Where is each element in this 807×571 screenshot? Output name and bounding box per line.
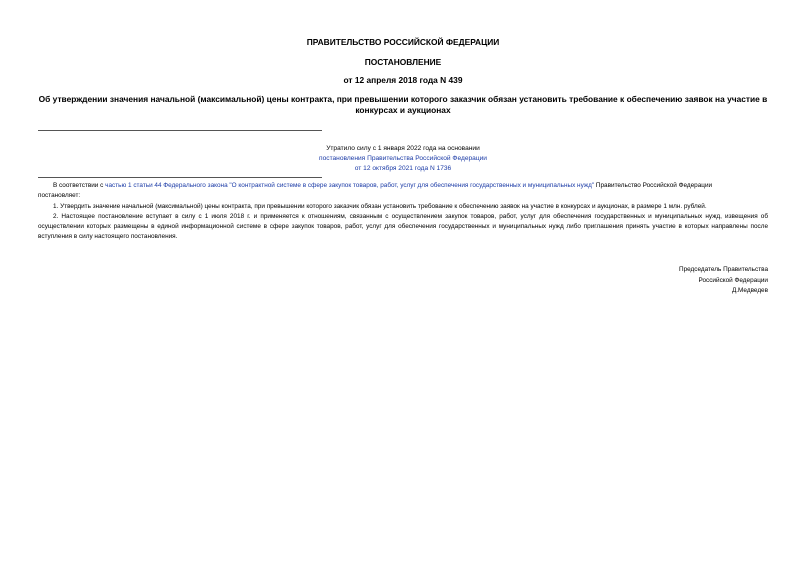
preamble-suffix: Правительство Российской Федерации bbox=[594, 182, 713, 189]
preamble-prefix: В соответствии с bbox=[53, 182, 106, 189]
paragraph-item-1: 1. Утвердить значение начальной (максимальной) цены контракта, при превышении которого заказчик обязан установить требование к обеспечению заявок на участие в конкурсах и аукционах, в размере 1 млн. рублей. bbox=[53, 202, 707, 210]
signatory-position: Председатель Правительства bbox=[679, 266, 768, 273]
paragraph-resolves: постановляет: bbox=[38, 192, 81, 200]
government-heading: ПРАВИТЕЛЬСТВО РОССИЙСКОЙ ФЕДЕРАЦИИ bbox=[306, 37, 500, 47]
signature-block bbox=[468, 265, 768, 297]
signatory-body: Российской Федерации bbox=[698, 276, 768, 284]
document-body bbox=[38, 181, 768, 243]
paragraph-preamble bbox=[38, 181, 768, 191]
separator-line-top bbox=[38, 130, 322, 131]
repeal-decree-link[interactable]: постановления Правительства Российской Федерации bbox=[319, 155, 487, 162]
document-title: Об утверждении значения начальной (максимальной) цены контракта, при превышении которого заказчик обязан установить требование к обеспечению заявок на участие в конкурсах и аукционах bbox=[38, 94, 768, 115]
document-date-number: от 12 апреля 2018 года N 439 bbox=[343, 75, 463, 85]
validity-status-note bbox=[38, 144, 768, 174]
separator-line-bottom bbox=[38, 177, 322, 178]
federal-law-link[interactable]: частью 1 статьи 44 Федерального закона "О контрактной системе в сфере закупок товаров, работ, услуг для обеспечения государственных и муниципальных нужд" bbox=[105, 182, 595, 189]
paragraph-item-2: 2. Настоящее постановление вступает в силу с 1 июля 2018 г. и применяется к отношениям, связанным с осуществлением закупок товаров, работ, услуг для обеспечения государственных и муниципальных нужд, извещения об осуществлении которых размещены в единой информационной системе в сфере закупок товаров, работ, услуг для обеспечения государственных и муниципальных нужд либо приглашения принять участие в которых направлены после вступления в силу настоящего постановления. bbox=[38, 212, 768, 241]
signatory-name: Д.Медведев bbox=[731, 287, 768, 295]
repeal-decree-date-link[interactable]: от 12 октября 2021 года N 1736 bbox=[354, 165, 452, 172]
document-kind-heading: ПОСТАНОВЛЕНИЕ bbox=[364, 57, 442, 67]
status-line: Утратило силу с 1 января 2022 года на основании bbox=[326, 145, 480, 152]
